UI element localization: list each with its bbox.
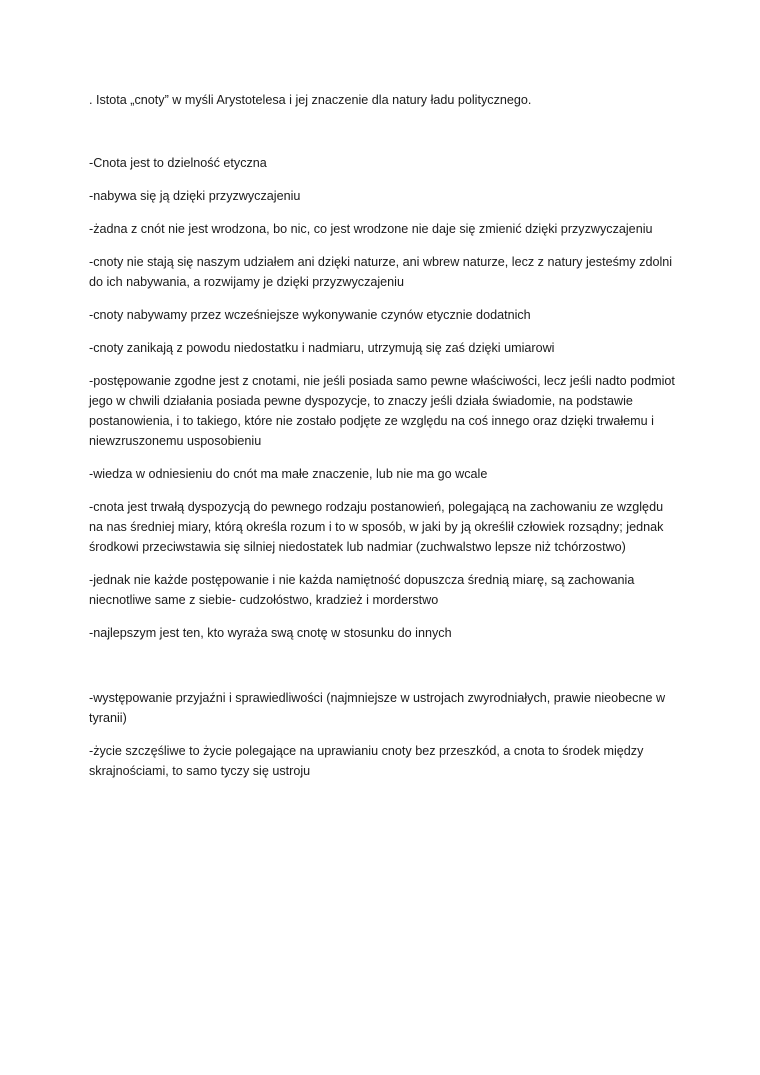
document-page xyxy=(89,90,679,794)
paragraph-5: -cnoty nabywamy przez wcześniejsze wykonywanie czynów etycznie dodatnich xyxy=(89,308,531,322)
paragraph-6: -cnoty zanikają z powodu niedostatku i nadmiaru, utrzymują się zaś dzięki umiarowi xyxy=(89,341,555,355)
paragraph-2: -nabywa się ją dzięki przyzwyczajeniu xyxy=(89,189,301,203)
document-title: . Istota „cnoty” w myśli Arystotelesa i jej znaczenie dla natury ładu politycznego. xyxy=(89,93,532,107)
paragraph-12: -występowanie przyjaźni i sprawiedliwości (najmniejsze w ustrojach zwyrodniałych, prawie nieobecne w tyranii) xyxy=(89,691,666,725)
paragraph-3: -żadna z cnót nie jest wrodzona, bo nic, co jest wrodzone nie daje się zmienić dzięki przyzwyczajeniu xyxy=(89,222,653,236)
paragraph-1: -Cnota jest to dzielność etyczna xyxy=(89,156,267,170)
paragraph-7: -postępowanie zgodne jest z cnotami, nie jeśli posiada samo pewne właściwości, lecz jeśli nadto podmiot jego w chwili działania posiada pewne dyspozycje, to znaczy jeśli działa świadomie, na podstawie postanowienia, i to takiego, które nie zostało podjęte ze względu na coś innego oraz dzięki trwałemu i niewzruszonemu usposobieniu xyxy=(89,374,675,448)
paragraph-11: -najlepszym jest ten, kto wyraża swą cnotę w stosunku do innych xyxy=(89,626,452,640)
paragraph-13: -życie szczęśliwe to życie polegające na uprawianiu cnoty bez przeszkód, a cnota to środek między skrajnościami, to samo tyczy się ustroju xyxy=(89,744,644,778)
paragraph-10: -jednak nie każde postępowanie i nie każda namiętność dopuszcza średnią miarę, są zachowania niecnotliwe same z siebie- cudzołóstwo, kradzież i morderstwo xyxy=(89,573,635,607)
paragraph-9: -cnota jest trwałą dyspozycją do pewnego rodzaju postanowień, polegającą na zachowaniu ze względu na nas średniej miary, którą określa rozum i to w sposób, w jaki by ją określił człowiek rozsądny; jednak środkowi przeciwstawia się silniej niedostatek lub nadmiar (zuchwalstwo lepsze niż tchórzostwo) xyxy=(89,500,664,554)
paragraph-4: -cnoty nie stają się naszym udziałem ani dzięki naturze, ani wbrew naturze, lecz z natury jesteśmy zdolni do ich nabywania, a rozwijamy je dzięki przyzwyczajeniu xyxy=(89,255,673,289)
paragraph-8: -wiedza w odniesieniu do cnót ma małe znaczenie, lub nie ma go wcale xyxy=(89,467,488,481)
blank-gap xyxy=(89,656,679,688)
